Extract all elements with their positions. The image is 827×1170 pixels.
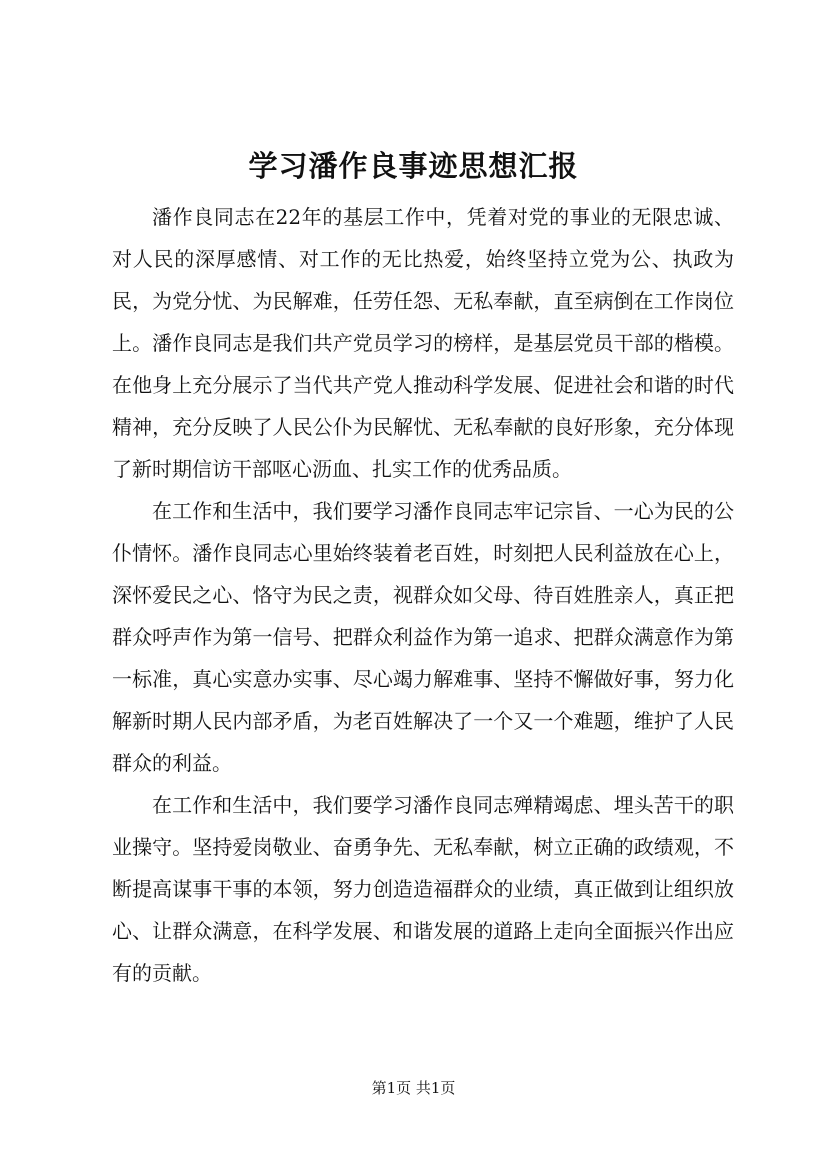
paragraph-2: 在工作和生活中，我们要学习潘作良同志牢记宗旨、一心为民的公仆情怀。潘作良同志心里始终装着老百姓，时刻把人民利益放在心上，深怀爱民之心、恪守为民之责，视群众如父母、待百姓胜亲人，真正把群众呼声作为第一信号、把群众利益作为第一追求、把群众满意作为第一标准，真心实意办实事、尽心竭力解难事、坚持不懈做好事，努力化解新时期人民内部矛盾，为老百姓解决了一个又一个难题，维护了人民群众的利益。 bbox=[112, 499, 734, 775]
document-body bbox=[112, 196, 734, 994]
paragraph-3: 在工作和生活中，我们要学习潘作良同志殚精竭虑、埋头苦干的职业操守。坚持爱岗敬业、奋勇争先、无私奉献，树立正确的政绩观，不断提高谋事干事的本领，努力创造造福群众的业绩，真正做到让组织放心、让群众满意，在科学发展、和谐发展的道路上走向全面振兴作出应有的贡献。 bbox=[112, 793, 734, 985]
document-title: 学习潘作良事迹思想汇报 bbox=[248, 149, 579, 183]
page-footer: 第1页 共1页 bbox=[371, 1079, 456, 1097]
paragraph-1: 潘作良同志在22年的基层工作中，凭着对党的事业的无限忠诚、对人民的深厚感情、对工作的无比热爱，始终坚持立党为公、执政为民，为党分忧、为民解难，任劳任怨、无私奉献，直至病倒在工作岗位上。潘作良同志是我们共产党员学习的榜样，是基层党员干部的楷模。在他身上充分展示了当代共产党人推动科学发展、促进社会和谐的时代精神，充分反映了人民公仆为民解忧、无私奉献的良好形象，充分体现了新时期信访干部呕心沥血、扎实工作的优秀品质。 bbox=[112, 205, 734, 481]
